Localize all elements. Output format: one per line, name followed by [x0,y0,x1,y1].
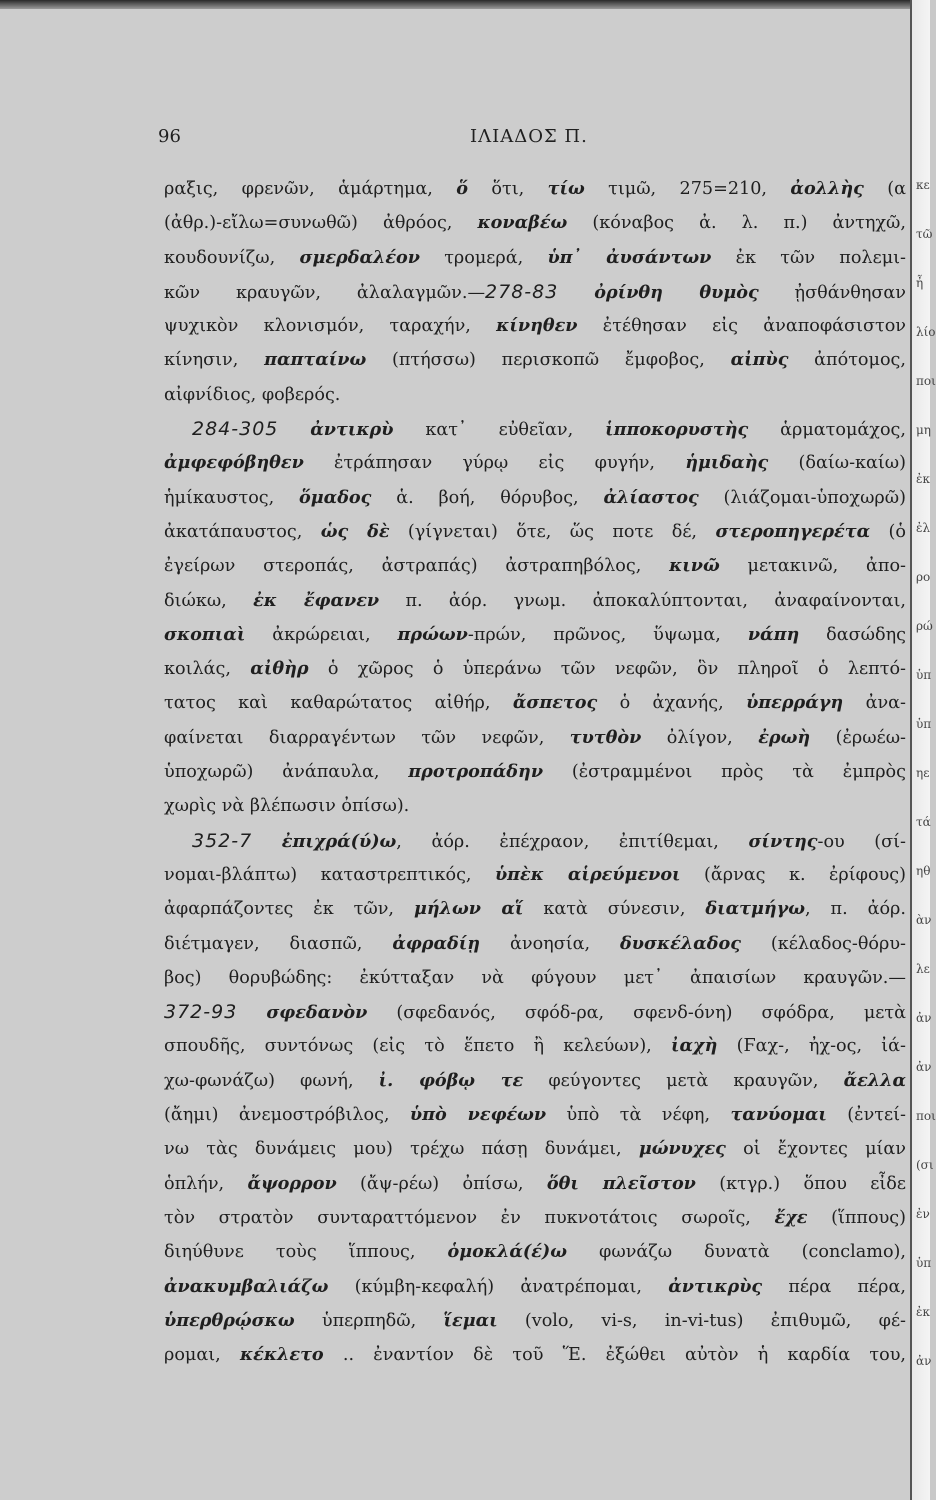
verse-reference: 284-305 [192,418,279,441]
gloss-text: ὑποχωρῶ) ἀνάπαυλα, [164,762,409,783]
text-line [164,1132,906,1166]
gloss-text: .. ἐναντίον δὲ τοῦ Ἕ. ἐξώθει αὐτὸν ἡ καρδία του, [323,1345,906,1366]
lemma: μήλων αἵ [413,898,524,920]
gloss-text: ἀνα- [843,693,906,714]
gloss-text: ἡμίκαυστος, [164,487,300,508]
text-line [164,378,906,412]
gloss-text: (ὁ [870,521,906,542]
gloss-text: ἐτέθησαν εἰς ἀναποφάσιστον [577,316,906,337]
facing-page-fragment: ἐν [916,1207,930,1221]
text-line [164,412,906,446]
lemma: τίω [547,178,585,199]
gloss-text: ἀνοησία, [480,933,621,954]
gloss-text: ἐτράπησαν γύρῳ εἰς φυγήν, [303,453,686,474]
facing-page-fragment: λίο [916,325,936,339]
facing-page-fragment: ἀν [916,1011,932,1025]
gloss-text: τὸν στρατὸν συνταραττόμενον ἐν πυκνοτάτοις σωροῖς, [164,1207,775,1228]
lemma: ἱπποκορυστὴς [605,419,749,441]
text-line [164,241,906,275]
gloss-text: (κτγρ.) ὅπου εἶδε [695,1173,906,1194]
gloss-text: φωνάζω δυνατὰ (conclamo), [567,1242,906,1263]
lemma: κίνηθεν [496,315,578,337]
text-line [164,1304,906,1338]
gloss-text: ὑπερπηδῶ, [294,1310,444,1331]
gloss-text [558,283,594,303]
gloss-text: ὀλίγον, [641,727,759,748]
gloss-text: οἱ ἔχοντες μίαν [725,1139,906,1160]
gloss-text: (ἵππους) [807,1207,906,1228]
gloss-text: τατος καὶ καθαρώτατος αἰθήρ, [164,693,513,714]
lemma: στεροπηγερέτα [715,520,871,542]
facing-page-fragment: τῶ [916,227,933,241]
lemma: ὅθι πλεῖστον [546,1172,696,1194]
gloss-text [252,832,282,852]
gloss-text: (πτήσσω) περισκοπῶ ἔμφοβος, [366,350,731,371]
gloss-text: τιμῶ, 275=210, [584,179,791,199]
lemma: ὑπ᾽ ἀυσάντων [547,246,712,268]
running-title: ΙΛΙΑΔΟΣ Π. [470,126,588,147]
text-line [164,1167,906,1201]
gloss-text: (ἄημι) ἀνεμοστρόβιλος, [164,1105,410,1126]
lemma: ἀφραδίῃ [392,932,481,954]
gloss-text: (κύμβη-κεφαλή) ἀνατρέπομαι, [328,1276,669,1297]
facing-page-fragment: ὑπ [916,1256,932,1270]
gloss-text: π. ἀόρ. γνωμ. ἀποκαλύπτονται, ἀναφαίνονται, [379,590,906,611]
gloss-text: ὑπὸ τὰ νέφη, [546,1105,731,1126]
lemma: ἀντικρὺς [668,1275,763,1297]
lemma: ὁμοκλά(έ)ω [447,1241,568,1263]
facing-page-fragment: κε [916,178,930,192]
gloss-text: ἀκρώρειαι, [245,624,398,645]
gloss-text: ἁρματομάχος, [748,420,906,441]
verse-reference: 278-83 [485,280,559,303]
gloss-text: (ἐρωέω- [810,727,906,748]
gloss-text: (σφεδανός, σφόδ-ρα, σφενδ-όνη) σφόδρα, μετὰ [367,1003,907,1024]
text-line [164,172,906,206]
gloss-text: , π. ἀόρ. [805,899,906,920]
gloss-text: (κόναβος ἀ. λ. π.) ἀντηχῶ, [567,213,906,234]
gloss-text: διέτμαγεν, διασπῶ, [164,933,393,954]
lemma: κινῶ [669,555,720,577]
facing-page-fragment: ὑπ [916,668,932,682]
gloss-text: χω-φωνάζω) φωνή, [164,1070,379,1091]
lemma: ἐπιχρά(ύ)ω [281,830,397,852]
facing-page-fragment: ποι [916,374,936,388]
facing-page-fragment: ἐκ [916,472,930,486]
gloss-text: σπουδῆς, συντόνως (εἰς τὸ ἕπετο ἢ κελεύων), [164,1036,671,1057]
lemma: νάπη [747,623,800,645]
gloss-text: αἰφνίδιος, φοβερός. [164,384,341,405]
facing-page-fragment: ἐλ [916,521,931,535]
gloss-text: τρομερά, [419,247,548,268]
gloss-text: ραξις, φρενῶν, ἁμάρτημα, [164,179,457,199]
commentary-text [164,172,906,1372]
lemma: ὅ [456,178,469,199]
text-line [164,652,906,686]
gloss-text: μετακινῶ, ἀπο- [719,556,907,577]
gloss-text: κῶν κραυγῶν, ἀλαλαγμῶν.— [164,282,486,303]
text-line [164,858,906,892]
page-top-edge [0,0,928,9]
gloss-text: ὁ ἀχανής, [597,693,747,714]
lemma: μώνυχες [638,1138,726,1160]
facing-page-fragment: ἀν [916,1060,932,1074]
gloss-text: (ἐντεί- [826,1105,906,1126]
facing-page-fragment: ἦ [916,276,924,290]
lemma: ὀρίνθη θυμὸς [594,281,759,303]
lemma: σμερδαλέον [299,246,420,268]
facing-page-fragment: ρο [916,570,931,584]
text-line [164,343,906,377]
text-line [164,549,906,583]
text-line [164,927,906,961]
page-header [0,126,928,156]
facing-page-fragment: ἐκ [916,1305,930,1319]
facing-page-fragment: ηε [916,766,930,780]
gloss-text: κουδουνίζω, [164,247,300,268]
lemma: ὑπερράγη [746,692,844,714]
lemma: τανύομαι [730,1104,827,1126]
gloss-text: δασώδης [799,624,906,645]
lemma: σκοπιαὶ [164,623,246,645]
text-line [164,446,906,480]
gloss-text: κατὰ σύνεσιν, [523,899,706,920]
gloss-text: ρομαι, [164,1345,240,1366]
text-line [164,515,906,549]
lemma: ἰαχὴ [670,1035,718,1057]
lemma: ἔχε [774,1206,808,1228]
lemma: ἵεμαι [443,1309,498,1331]
lemma: ἐρωὴ [758,726,811,748]
lemma: αἰθὴρ [250,658,309,680]
gloss-text: (γίγνεται) ὅτε, ὥς ποτε δέ, [389,521,716,542]
gloss-text: ἀπότομος, [788,350,906,371]
lemma: ἀντικρὺ [310,419,394,441]
gloss-text: φεύγοντες μετὰ κραυγῶν, [523,1070,844,1091]
gloss-text: ὁπλήν, [164,1173,248,1194]
gloss-text: φαίνεται διαρραγέντων τῶν νεφῶν, [164,727,570,748]
gloss-text: ὁ χῶρος ὁ ὑπεράνω τῶν νεφῶν, ὃν πληροῖ ὁ λεπτό- [308,659,907,680]
gloss-text: νω τὰς δυνάμεις μου) τρέχω πάσῃ δυνάμει, [164,1139,639,1160]
adjacent-page-edge [910,0,936,1500]
gloss-text: (Ϝαχ-, ἠχ-ος, ἰά- [717,1036,906,1057]
lemma: ὡς δὲ [320,520,390,542]
facing-page-fragment: (σι [916,1158,934,1172]
text-line [164,721,906,755]
gloss-text: -πρών, πρῶνος, ὕψωμα, [467,624,748,645]
lemma: ὅμαδος [299,486,372,508]
gloss-text: (δαίω-καίω) [768,453,906,474]
gloss-text: (ἐστραμμένοι πρὸς τὰ ἐμπρὸς [543,762,906,783]
lemma: ἄψορρον [247,1172,337,1194]
text-line [164,892,906,926]
gloss-text: ὅτι, [468,179,548,199]
gloss-text: ἀκατάπαυστος, [164,521,321,542]
text-line [164,309,906,343]
gloss-text: ᾐσθάνθησαν [758,282,906,303]
gloss-text: -ου (σί- [817,831,907,852]
text-line [164,206,906,240]
facing-page-fragment: ρώ [916,619,933,633]
facing-page-fragment: ηθ [916,864,931,878]
lemma: ἀλίαστος [603,486,699,508]
lemma: ἀολλὴς [790,178,864,199]
lemma: ἰ. φόβῳ τε [378,1069,524,1091]
gloss-text: πέρα πέρα, [762,1276,906,1297]
text-line [164,995,906,1029]
gloss-text: νομαι-βλάπτω) καταστρεπτικός, [164,864,495,885]
gloss-text: βος) θορυβώδης: ἐκύτταξαν νὰ φύγουν μετ᾽ ἀπαισίων κραυγῶν.— [164,967,906,988]
text-line [164,1235,906,1269]
facing-page-fragment: λε [916,962,930,976]
lemma: δυσκέλαδος [620,932,741,954]
facing-page-fragment: τά [916,815,931,829]
lemma: ἀμφεφόβηθεν [164,452,304,474]
lemma: ἡμιδαὴς [685,452,769,474]
lemma: πρώων [397,623,468,645]
verse-reference: 352-7 [192,829,253,852]
lemma: ὑπὸ νεφέων [409,1104,547,1126]
text-line [164,824,906,858]
verse-reference: 372-93 [164,1001,238,1024]
lemma: παπταίνω [264,349,367,371]
gloss-text: ἀφαρπάζοντες ἐκ τῶν, [164,899,414,920]
gloss-text: κατ᾽ εὐθεῖαν, [393,420,606,441]
text-line [164,618,906,652]
gloss-text: (κέλαδος-θόρυ- [740,933,906,954]
gloss-text: (λιάζομαι-ὑποχωρῶ) [698,487,906,508]
text-line [164,1029,906,1063]
page-number: 96 [158,126,181,147]
gloss-text: χωρὶς νὰ βλέπωσιν ὀπίσω). [164,796,410,817]
lemma: ἐκ ἔφανεν [253,589,380,611]
lemma: ἄσπετος [512,692,598,714]
gloss-text: (ἄψ-ρέω) ὀπίσω, [336,1173,547,1194]
gloss-text: κίνησιν, [164,350,265,371]
gloss-text: , ἀόρ. ἐπέχραον, ἐπιτίθεμαι, [396,831,749,852]
text-line [164,481,906,515]
lemma: προτροπάδην [408,761,544,783]
gloss-text: ἁ. βοή, θόρυβος, [371,487,604,508]
lemma: ἀνακυμβαλιάζω [164,1275,329,1297]
lemma: σφεδανὸν [266,1002,368,1024]
facing-page-fragment: ὰν [916,913,932,927]
text-line [164,961,906,995]
text-line [164,584,906,618]
text-line [164,1201,906,1235]
gloss-text: ἐγείρων στεροπάς, ἀστραπάς) ἀστραπηβόλος, [164,556,670,577]
text-line [164,755,906,789]
gloss-text: (α [863,179,906,199]
lemma: ὑπερθρῴσκω [164,1309,295,1331]
facing-page-fragment: ὑπ [916,717,932,731]
text-line [164,686,906,720]
lemma: ἄελλα [843,1069,907,1091]
text-line [164,1270,906,1304]
gloss-text: (volo, vi-s, in-vi-tus) ἐπιθυμῶ, φέ- [497,1310,906,1331]
gloss-text: ψυχικὸν κλονισμόν, ταραχήν, [164,316,497,337]
gloss-text [237,1003,266,1023]
gloss-text [278,420,310,440]
gloss-text: διηύθυνε τοὺς ἵππους, [164,1242,448,1263]
facing-page-fragment: μη [916,423,931,437]
gloss-text: κοιλάς, [164,659,251,680]
lemma: κοναβέω [477,212,568,234]
facing-page-fragment: ποι [916,1109,936,1123]
text-line [164,789,906,823]
text-line [164,1338,906,1372]
lemma: αἰπὺς [730,349,789,371]
lemma: τυτθὸν [569,726,642,748]
gloss-text: (ἄρνας κ. ἐρίφους) [680,864,906,885]
gloss-text: διώκω, [164,590,254,611]
lemma: διατμήγω [705,898,806,920]
lemma: ὑπὲκ αἱρεύμενοι [494,863,681,885]
lemma: κέκλετο [239,1344,324,1366]
lemma: σίντης [748,830,818,852]
gloss-text: ἐκ τῶν πολεμι- [711,247,906,268]
text-line [164,1098,906,1132]
text-line [164,275,906,309]
text-line [164,1064,906,1098]
facing-page-fragment: ἀν [916,1354,932,1368]
gloss-text: (ἀθρ.)-εἴλω=συνωθῶ) ἀθρόος, [164,213,478,234]
